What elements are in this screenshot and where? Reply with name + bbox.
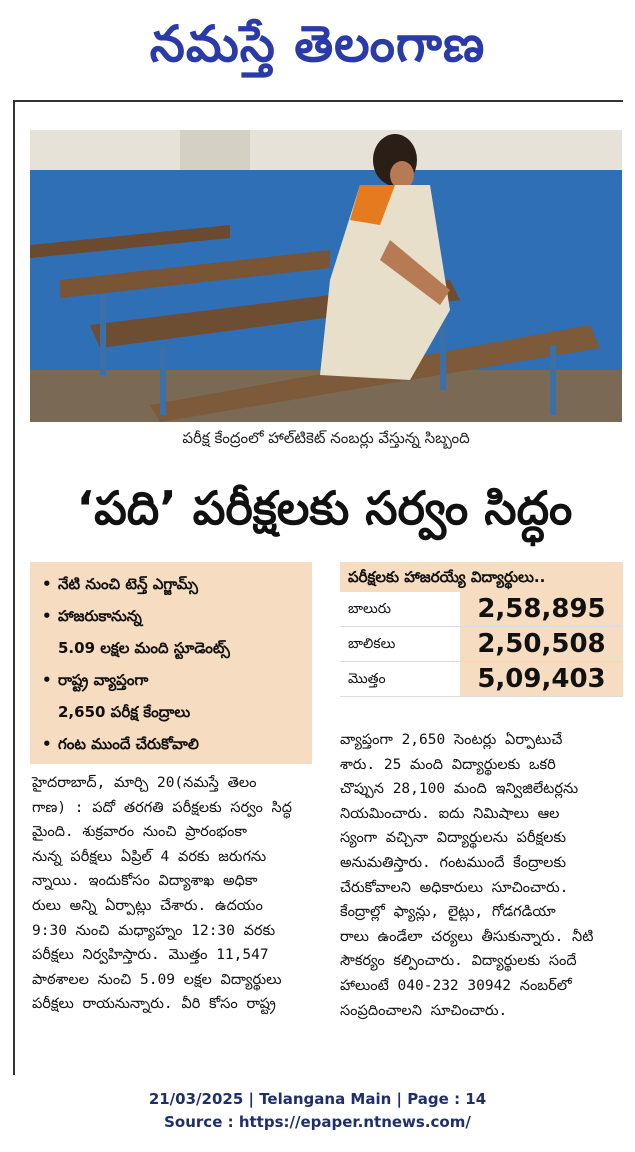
stats-value: 5,09,403 [458,662,623,696]
body-line: అనుమతిస్తారు. గంటముందే కేంద్రాలకు [340,854,567,871]
body-line: సౌకర్యం కల్పించారు. విద్యార్థులకు సందే [340,953,577,970]
body-line: మైంది. శుక్రవారం నుంచి ప్రారంభంకా [32,824,247,841]
bullet: • [42,575,52,593]
body-line: శారు. 25 మంది విద్యార్థులకు ఒకరి [340,756,556,773]
frame-top-rule [13,100,623,102]
body-line: చొప్పున 28,100 మంది ఇన్విజిలేటర్లను [340,781,579,798]
highlight-text: హాజరుకానున్న [58,607,142,625]
photo-caption: పరీక్ష కేంద్రంలో హాల్‌టికెట్ నంబర్లు వేస్తున్న సిబ్బంది [182,429,470,447]
article-body-right [340,728,623,1023]
masthead-title: నమస్తే తెలంగాణ [149,14,486,73]
highlight-text: గంట ముందే చేరుకోవాలి [58,735,199,753]
stats-label: బాలురు [348,601,391,617]
body-line: 9:30 నుంచి మధ్యాహ్నం 12:30 వరకు [32,922,276,939]
highlight-subtext: 2,650 పరీక్ష కేంద్రాలు [58,703,191,721]
stats-row [340,662,623,697]
body-line: కేంద్రాల్లో ఫ్యాన్లు, లైట్లు, గోడగడియా [340,904,556,921]
article-photo [30,130,622,422]
body-line: చేరుకోవాలని అధికారులు సూచించారు. [340,879,569,896]
bullet: • [42,607,52,625]
body-line: హాలుంటే 040-232 30942 నంబర్‌లో [340,977,572,994]
frame-left-rule [13,100,15,1075]
bullet: • [42,671,52,689]
stats-label: మొత్తం [348,671,386,687]
body-line: పరీక్షలు రాయనున్నారు. వీరి కోసం రాష్ట్ర [32,996,276,1013]
body-line: నియమించారు. ఐదు నిమిషాలు ఆల [340,805,560,822]
body-line: రాలు ఉండేలా చర్యలు తీసుకున్నారు. నీటి [340,928,594,945]
classroom-photo [30,130,622,422]
body-line: స్యంగా వచ్చినా విద్యార్థులను పరీక్షలకు [340,830,566,847]
body-line: సంప్రదించాలని సూచించారు. [340,1002,508,1019]
stats-value: 2,58,895 [458,592,623,626]
body-line: పరీక్షలు నిర్వహిస్తారు. మొత్తం 11,547 [32,947,269,964]
footer-date-line: 21/03/2025 | Telangana Main | Page : 14 [148,1090,487,1108]
headline: ‘పది’ పరీక్షలకు సర్వం సిద్ధం [76,481,573,535]
stats-value: 2,50,508 [458,627,623,661]
bullet: • [42,735,52,753]
stats-label: బాలికలు [348,636,396,652]
body-line: న్నాయి. ఇందుకోసం విద్యాశాఖ అధికా [32,873,258,890]
highlights-box [30,562,312,764]
highlight-subtext: 5.09 లక్షల మంది స్టూడెంట్స్ [58,639,230,657]
body-line: వ్యాప్తంగా 2,650 సెంటర్లు ఏర్పాటుచే [340,732,563,748]
highlight-text: నేటి నుంచి టెన్త్ ఎగ్జామ్స్ [58,575,198,593]
highlight-item [42,600,304,664]
stats-table [340,562,623,708]
highlight-item [42,664,304,728]
body-line: హైదరాబాద్, మార్చి 20(నమస్తే తెలం [32,775,257,791]
highlight-text: రాష్ట్ర వ్యాప్తంగా [58,671,149,689]
masthead [0,0,635,100]
highlight-item [42,728,304,760]
body-line: నున్న పరీక్షలు ఏప్రిల్ 4 వరకు జరుగను [32,848,267,865]
body-line: రులు అన్ని ఏర్పాట్లు చేశారు. ఉదయం [32,897,263,914]
article-body-left [32,771,314,1017]
footer-source-line: Source : https://epaper.ntnews.com/ [164,1113,471,1131]
body-line: గాణ) : పదో తరగతి పరీక్షలకు సర్వం సిద్ధ [32,799,292,816]
highlight-item [42,568,304,600]
stats-row [340,627,623,662]
stats-row [340,592,623,627]
stats-title: పరీక్షలకు హాజరయ్యే విద్యార్థులు.. [340,562,623,592]
body-line: పాఠశాలల నుంచి 5.09 లక్షల విద్యార్థులు [32,971,282,988]
